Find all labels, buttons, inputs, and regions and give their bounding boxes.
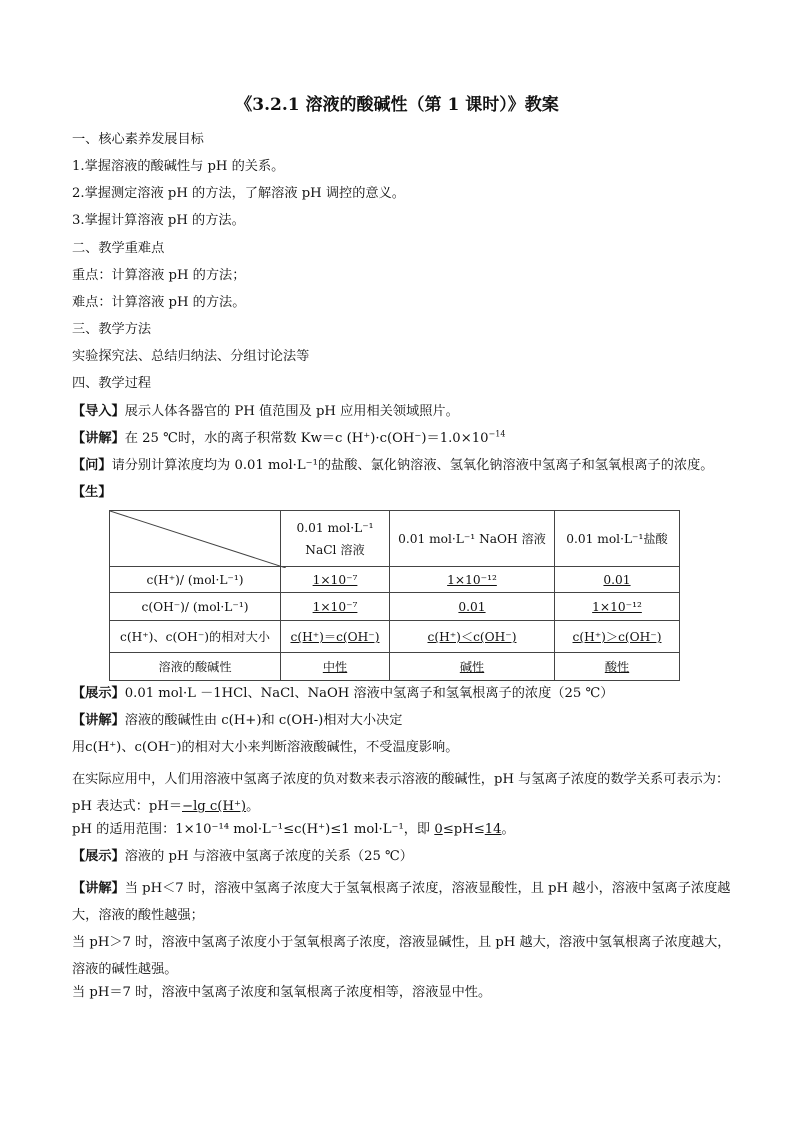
paragraph-neutral: 当 pH＝7 时，溶液中氢离子浓度和氢氧根离子浓度相等，溶液显中性。 (72, 985, 492, 1000)
section-heading-process: 四、教学过程 (72, 376, 152, 391)
goal-item-3: 3.掌握计算溶液 pH 的方法。 (72, 213, 245, 228)
show-text-2: 溶液的 pH 与溶液中氢离子浓度的关系（25 ℃） (124, 849, 413, 864)
lecture-paragraph-3 (72, 875, 732, 929)
paragraph-ph-range (72, 821, 732, 839)
diagonal-corner-cell (110, 511, 281, 567)
key-point: 重点：计算溶液 pH 的方法； (72, 268, 246, 283)
show-paragraph-2 (72, 848, 732, 866)
table-row (110, 621, 680, 653)
lecture-paragraph-2 (72, 712, 732, 730)
table-row (110, 653, 680, 681)
header-nacl-line2: NaCl 溶液 (305, 542, 365, 557)
lecture-text-2: 溶液的酸碱性由 c(H+)和 c(OH-)相对大小决定 (124, 713, 403, 728)
header-nacl (281, 511, 390, 567)
show-paragraph-1 (72, 685, 732, 703)
exponent: −14 (488, 429, 506, 439)
row-label: c(H⁺)、c(OH⁻)的相对大小 (110, 621, 281, 653)
lecture-tag-3: 【讲解】 (72, 881, 125, 896)
table-row (110, 567, 680, 593)
table-cell: c(H⁺)＞c(OH⁻) (555, 621, 680, 653)
question-text: 请分别计算浓度均为 0.01 mol·L⁻¹的盐酸、氯化钠溶液、氢氧化钠溶液中氢离子和氢氧根离子的浓度。 (111, 458, 714, 473)
header-naoh: 0.01 mol·L⁻¹ NaOH 溶液 (390, 511, 555, 567)
goal-item-1: 1.掌握溶液的酸碱性与 pH 的关系。 (72, 159, 285, 174)
ph-range-min: 0 (434, 822, 443, 837)
table-cell: c(H⁺)＜c(OH⁻) (390, 621, 555, 653)
document-title: 《3.2.1 溶液的酸碱性（第 1 课时）》教案 (235, 95, 559, 115)
table-cell: 1×10⁻¹² (390, 567, 555, 593)
table-cell: 1×10⁻⁷ (281, 567, 390, 593)
section-heading-goals: 一、核心素养发展目标 (72, 132, 204, 147)
lecture-text-1: 在 25 ℃时，水的离子积常数 Kw＝c (H⁺)·c(OH⁻)＝1.0×10 (124, 431, 489, 446)
intro-paragraph (72, 403, 732, 421)
table-cell: 1×10⁻⁷ (281, 593, 390, 621)
student-tag: 【生】 (72, 485, 112, 500)
section-heading-methods: 三、教学方法 (72, 322, 152, 337)
ph-formula: −lg c(H⁺) (182, 799, 247, 814)
row-label: 溶液的酸碱性 (110, 653, 281, 681)
show-tag-1: 【展示】 (72, 686, 125, 701)
methods-text: 实验探究法、总结归纳法、分组讨论法等 (72, 349, 310, 364)
table-cell: 酸性 (555, 653, 680, 681)
lecture-tag-2: 【讲解】 (72, 713, 125, 728)
paragraph-ph-expression (72, 766, 732, 820)
ph-expression-text: 在实际应用中，人们用溶液中氢离子浓度的负对数来表示溶液的酸碱性，pH 与氢离子浓度的数学关系可表示为：pH 表达式：pH＝ (72, 772, 730, 814)
lecture-tag-1: 【讲解】 (72, 431, 125, 446)
student-label (72, 484, 732, 502)
ph-range-end: 。 (501, 822, 515, 837)
table-cell: 0.01 (390, 593, 555, 621)
table-cell: 碱性 (390, 653, 555, 681)
ph-expression-end: 。 (246, 799, 260, 814)
lecture-paragraph-1 (72, 430, 732, 448)
table-row (110, 593, 680, 621)
section-heading-key-points: 二、教学重难点 (72, 241, 165, 256)
intro-tag: 【导入】 (72, 404, 125, 419)
diagonal-line (110, 511, 286, 568)
ph-range-text: pH 的适用范围：1×10⁻¹⁴ mol·L⁻¹≤c(H⁺)≤1 mol·L⁻¹，即 (72, 822, 435, 837)
table-cell: 1×10⁻¹² (555, 593, 680, 621)
show-tag-2: 【展示】 (72, 849, 125, 864)
table-cell: 0.01 (555, 567, 680, 593)
paragraph-alkaline: 当 pH＞7 时，溶液中氢离子浓度小于氢氧根离子浓度，溶液显碱性，且 pH 越大，溶液中氢氧根离子浓度越大，溶液的碱性越强。 (72, 935, 731, 977)
concentration-table (109, 510, 680, 681)
goal-item-2: 2.掌握测定溶液 pH 的方法，了解溶液 pH 调控的意义。 (72, 186, 405, 201)
ph-range-mid: ≤pH≤ (442, 822, 485, 837)
difficult-point: 难点：计算溶液 pH 的方法。 (72, 295, 246, 310)
show-text-1: 0.01 mol·L －1HCl、NaCl、NaOH 溶液中氢离子和氢氧根离子的浓度（25 ℃） (124, 686, 614, 701)
question-paragraph (72, 457, 732, 475)
row-label: c(OH⁻)/ (mol·L⁻¹) (110, 593, 281, 621)
lecture-text-3: 当 pH＜7 时，溶液中氢离子浓度大于氢氧根离子浓度，溶液显酸性，且 pH 越小，溶液中氢离子浓度越大，溶液的酸性越强； (72, 881, 731, 923)
question-tag: 【问】 (72, 458, 112, 473)
paragraph-relative-size: 用c(H⁺)、c(OH⁻)的相对大小来判断溶液酸碱性，不受温度影响。 (72, 740, 459, 755)
table-cell: 中性 (281, 653, 390, 681)
ph-range-max: 14 (484, 822, 502, 837)
table-header-row (110, 511, 680, 567)
intro-text: 展示人体各器官的 PH 值范围及 pH 应用相关领域照片。 (124, 404, 459, 419)
row-label: c(H⁺)/ (mol·L⁻¹) (110, 567, 281, 593)
header-nacl-line1: 0.01 mol·L⁻¹ (296, 520, 374, 535)
table-cell: c(H⁺)＝c(OH⁻) (281, 621, 390, 653)
header-hcl: 0.01 mol·L⁻¹盐酸 (555, 511, 680, 567)
